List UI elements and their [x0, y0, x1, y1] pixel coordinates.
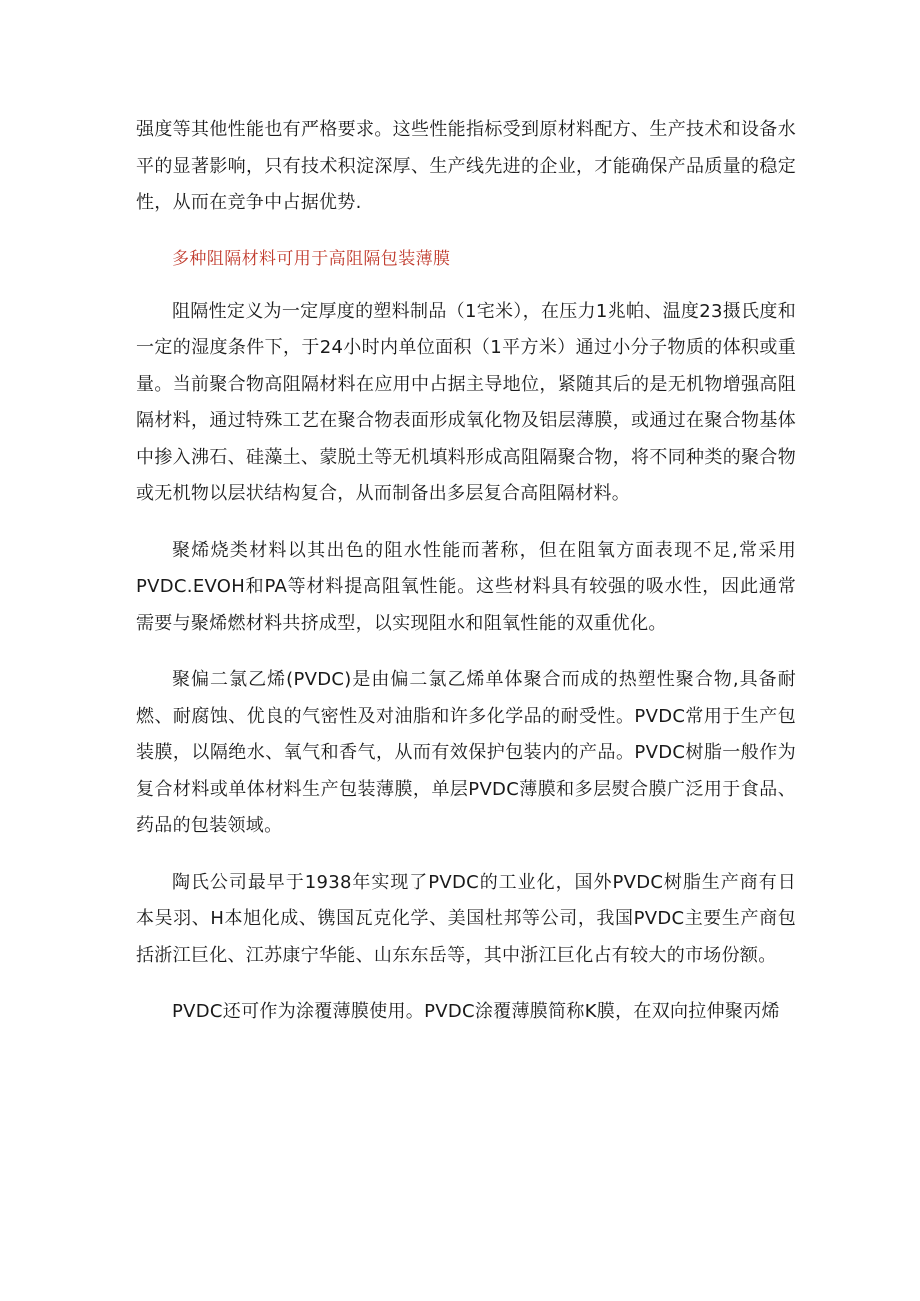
paragraph-pvdc-coating: PVDC还可作为涂覆薄膜使用。PVDC涂覆薄膜简称K膜，在双向拉伸聚丙烯	[172, 1001, 780, 1022]
paragraph-dow: 陶氏公司最早于1938年实现了PVDC的工业化，国外PVDC树脂生产商有日本吴羽、H本旭化成、镌国瓦克化学、美国杜邦等公司，我国PVDC主要生产商包括浙江巨化、江苏康宁华能、山东东岳等，其中浙江巨化占有较大的市场份额。	[136, 871, 796, 966]
paragraph-polyolefin: 聚烯烧类材料以其出色的阻水性能而著称，但在阻氧方面表现不足,常采用PVDC.EVOH和PA等材料提高阻氧性能。这些材料具有较强的吸水性，因此通常需要与聚烯燃材料共挤成型，以实现阻水和阻氧性能的双重优化。	[136, 539, 796, 634]
paragraph-pvdc: 聚偏二氯乙烯(PVDC)是由偏二氯乙烯单体聚合而成的热塑性聚合物,具备耐燃、耐腐蚀、优良的气密性及对油脂和许多化学品的耐受性。PVDC常用于生产包装膜，以隔绝水、氧气和香气，从而有效保护包装内的产品。PVDC树脂一般作为复合材料或单体材料生产包装薄膜，单层PVDC薄膜和多层熨合膜广泛用于食品、药品的包装领域。	[136, 669, 796, 836]
paragraph-barrier-definition: 阻隔性定义为一定厚度的塑料制品（1宅米），在压力1兆帕、温度23摄氏度和一定的湿度条件下，于24小时内单位面积（1平方米）通过小分子物质的体积或重量。当前聚合物高阻隔材料在应用中占据主导地位，紧随其后的是无机物增强高阻隔材料，通过特殊工艺在聚合物表面形成氧化物及铝层薄膜，或通过在聚合物基体中掺入沸石、硅藻土、蒙脱土等无机填料形成高阻隔聚合物，将不同种类的聚合物或无机物以层状结构复合，从而制备出多层复合高阻隔材料。	[136, 300, 796, 504]
paragraph-continuation: 强度等其他性能也有严格要求。这些性能指标受到原材料配方、生产技术和设备水平的显著影响，只有技术积淀深厚、生产线先进的企业，才能确保产品质量的稳定性，从而在竞争中占据优势.	[136, 119, 796, 213]
section-heading: 多种阻隔材料可用于高阻隔包装薄膜	[172, 248, 451, 269]
